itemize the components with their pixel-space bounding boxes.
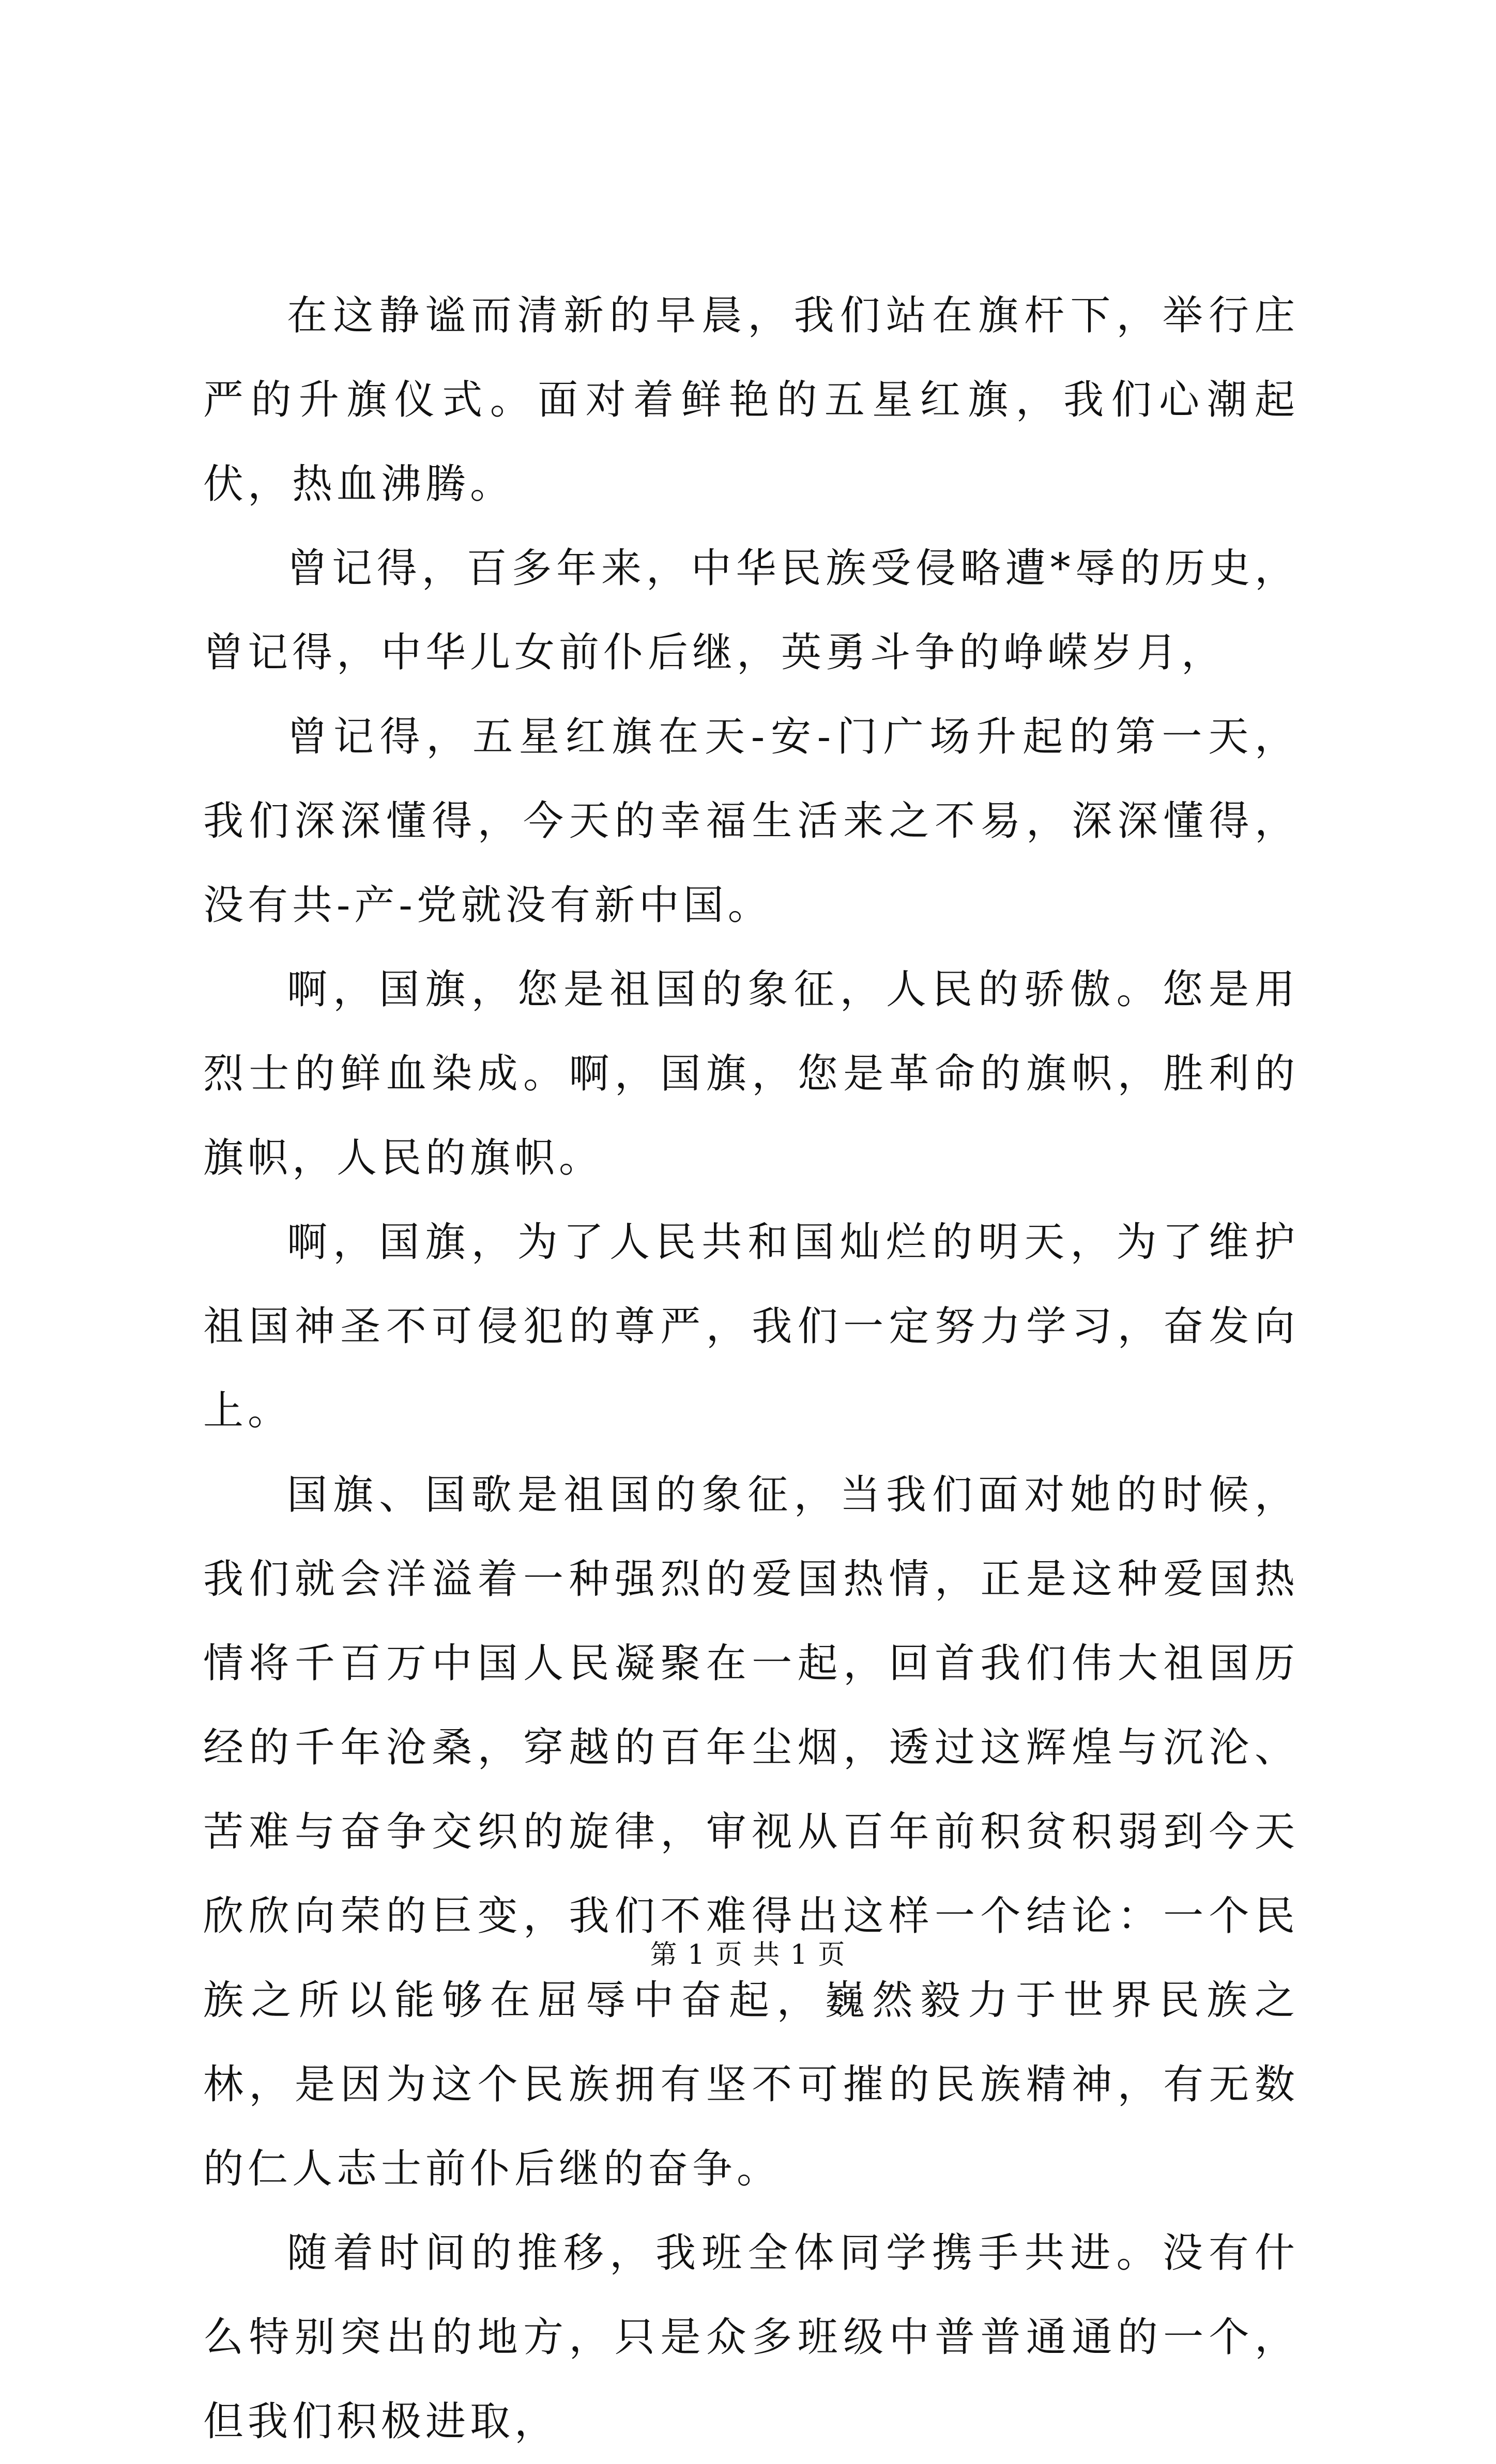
paragraph-6: 国旗、国歌是祖国的象征，当我们面对她的时候，我们就会洋溢着一种强烈的爱国热情，正是这种爱国热情将千百万中国人民凝聚在一起，回首我们伟大祖国历经的千年沧桑，穿越的百年尘烟，透过这辉煌与沉沦、苦难与奋争交织的旋律，审视从百年前积贫积弱到今天欣欣向荣的巨变，我们不难得出这样一个结论：一个民族之所以能够在屈辱中奋起，巍然毅力于世界民族之林，是因为这个民族拥有坚不可摧的民族精神，有无数的仁人志士前仆后继的奋争。 [203, 1472, 1299, 2192]
paragraph-1: 在这静谧而清新的早晨，我们站在旗杆下，举行庄严的升旗仪式。面对着鲜艳的五星红旗，我们心潮起伏，热血沸腾。 [203, 292, 1299, 507]
paragraph-4: 啊，国旗，您是祖国的象征，人民的骄傲。您是用烈士的鲜血染成。啊，国旗，您是革命的旗帜，胜利的旗帜，人民的旗帜。 [203, 966, 1299, 1181]
paragraph-2: 曾记得，百多年来，中华民族受侵略遭*辱的历史，曾记得，中华儿女前仆后继，英勇斗争的峥嵘岁月， [203, 545, 1299, 676]
page-footer: 第 1 页 共 1 页 [650, 1939, 846, 1970]
paragraph-3: 曾记得，五星红旗在天-安-门广场升起的第一天，我们深深懂得，今天的幸福生活来之不易，深深懂得，没有共-产-党就没有新中国。 [203, 714, 1299, 929]
paragraph-7: 随着时间的推移，我班全体同学携手共进。没有什么特别突出的地方，只是众多班级中普普通通的一个，但我们积极进取， [203, 2230, 1299, 2445]
paragraph-5: 啊，国旗，为了人民共和国灿烂的明天，为了维护祖国神圣不可侵犯的尊严，我们一定努力学习，奋发向上。 [203, 1219, 1299, 1434]
document-body [203, 274, 1299, 2464]
